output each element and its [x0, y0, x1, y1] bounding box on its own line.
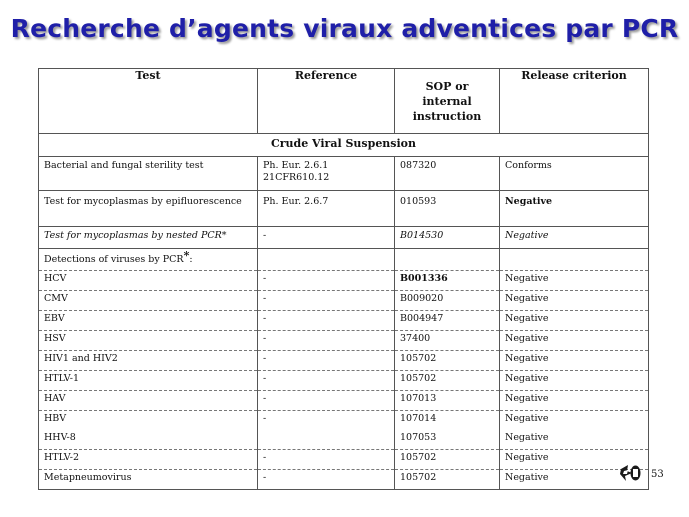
table-row	[39, 371, 649, 391]
cell-sop: 105702	[395, 450, 500, 470]
cell-reference: Ph. Eur. 2.6.7	[258, 191, 395, 227]
cell-reference-line2: 21CFR610.12	[263, 172, 330, 183]
cell-criterion: Negative	[500, 311, 649, 331]
cell-criterion: Conforms	[500, 157, 649, 191]
cell-reference	[258, 249, 395, 271]
table-row	[39, 227, 649, 249]
cell-sop: B001336	[395, 271, 500, 291]
cell-sop: 107013	[395, 391, 500, 411]
cell-criterion: Negative	[500, 391, 649, 411]
column-header-release-criterion: Release criterion	[500, 69, 649, 134]
cell-reference: -	[258, 271, 395, 291]
table-row	[39, 391, 649, 411]
cell-test: HIV1 and HIV2	[39, 351, 258, 371]
cell-sop: 087320	[395, 157, 500, 191]
table-row	[39, 430, 649, 450]
cell-test: HBV	[39, 411, 258, 431]
cell-reference: -	[258, 411, 395, 431]
cell-reference	[258, 157, 395, 191]
cell-sop: B014530	[395, 227, 500, 249]
cell-reference: -	[258, 391, 395, 411]
release-criteria-table	[38, 68, 649, 490]
cell-sop: 105702	[395, 371, 500, 391]
cell-reference: -	[258, 331, 395, 351]
cell-criterion: Negative	[500, 291, 649, 311]
cell-sop: 010593	[395, 191, 500, 227]
cell-sop: 107053	[395, 430, 500, 450]
cell-sop: 107014	[395, 411, 500, 431]
page-title: Recherche d’agents viraux adventices par PCR	[10, 14, 679, 43]
page-number: 53	[651, 469, 664, 480]
cell-test: Test for mycoplasmas by epifluorescence	[39, 191, 258, 227]
table-row	[39, 311, 649, 331]
cell-sop: 37400	[395, 331, 500, 351]
cell-test: HCV	[39, 271, 258, 291]
section-label: Crude Viral Suspension	[39, 134, 649, 157]
cell-criterion	[500, 249, 649, 271]
column-header-reference: Reference	[258, 69, 395, 134]
cell-reference: -	[258, 371, 395, 391]
table-row	[39, 157, 649, 191]
column-header-sop	[395, 69, 500, 134]
cell-criterion: Negative	[500, 331, 649, 351]
cell-criterion: Negative	[500, 271, 649, 291]
cell-reference	[258, 430, 395, 450]
cell-sop: B009020	[395, 291, 500, 311]
cell-test: HHV-8	[39, 430, 258, 450]
cell-test	[39, 249, 258, 271]
table-row	[39, 271, 649, 291]
cell-reference: -	[258, 470, 395, 490]
footnote-star: *	[183, 249, 190, 262]
table-row	[39, 191, 649, 227]
cell-criterion: Negative	[500, 470, 649, 490]
cell-reference: -	[258, 227, 395, 249]
table-row	[39, 351, 649, 371]
cell-sop: 105702	[395, 470, 500, 490]
column-header-test: Test	[39, 69, 258, 134]
table-row	[39, 470, 649, 490]
cell-test: HTLV-1	[39, 371, 258, 391]
cell-criterion: Negative	[500, 411, 649, 431]
table-row	[39, 291, 649, 311]
cell-test: EBV	[39, 311, 258, 331]
section-row	[39, 134, 649, 157]
table-header-row	[39, 69, 649, 134]
cell-reference: -	[258, 351, 395, 371]
cell-test-colon: :	[189, 254, 193, 265]
cell-test: CMV	[39, 291, 258, 311]
table-row	[39, 411, 649, 431]
cell-criterion: Negative	[500, 351, 649, 371]
cell-reference: -	[258, 450, 395, 470]
cell-test: Test for mycoplasmas by nested PCR*	[39, 227, 258, 249]
cell-test: HTLV-2	[39, 450, 258, 470]
table-row	[39, 331, 649, 351]
column-header-sop-label: SOP or internal instruction	[412, 80, 482, 123]
table-row	[39, 249, 649, 271]
cell-sop: 105702	[395, 351, 500, 371]
cell-test: HAV	[39, 391, 258, 411]
cell-criterion: Negative	[500, 371, 649, 391]
cell-test: Metapneumovirus	[39, 470, 258, 490]
cell-test: HSV	[39, 331, 258, 351]
cell-sop: B004947	[395, 311, 500, 331]
cell-criterion: Negative	[500, 450, 649, 470]
cell-reference: -	[258, 311, 395, 331]
cell-reference-line1: Ph. Eur. 2.6.1	[263, 160, 329, 171]
cell-test-label: Detections of viruses by PCR	[44, 254, 184, 265]
cell-criterion: Negative	[500, 227, 649, 249]
cell-reference: -	[258, 291, 395, 311]
logo-icon	[619, 463, 643, 483]
cell-test: Bacterial and fungal sterility test	[39, 157, 258, 191]
cell-criterion: Negative	[500, 191, 649, 227]
table-row	[39, 450, 649, 470]
cell-sop	[395, 249, 500, 271]
cell-criterion: Negative	[500, 430, 649, 450]
